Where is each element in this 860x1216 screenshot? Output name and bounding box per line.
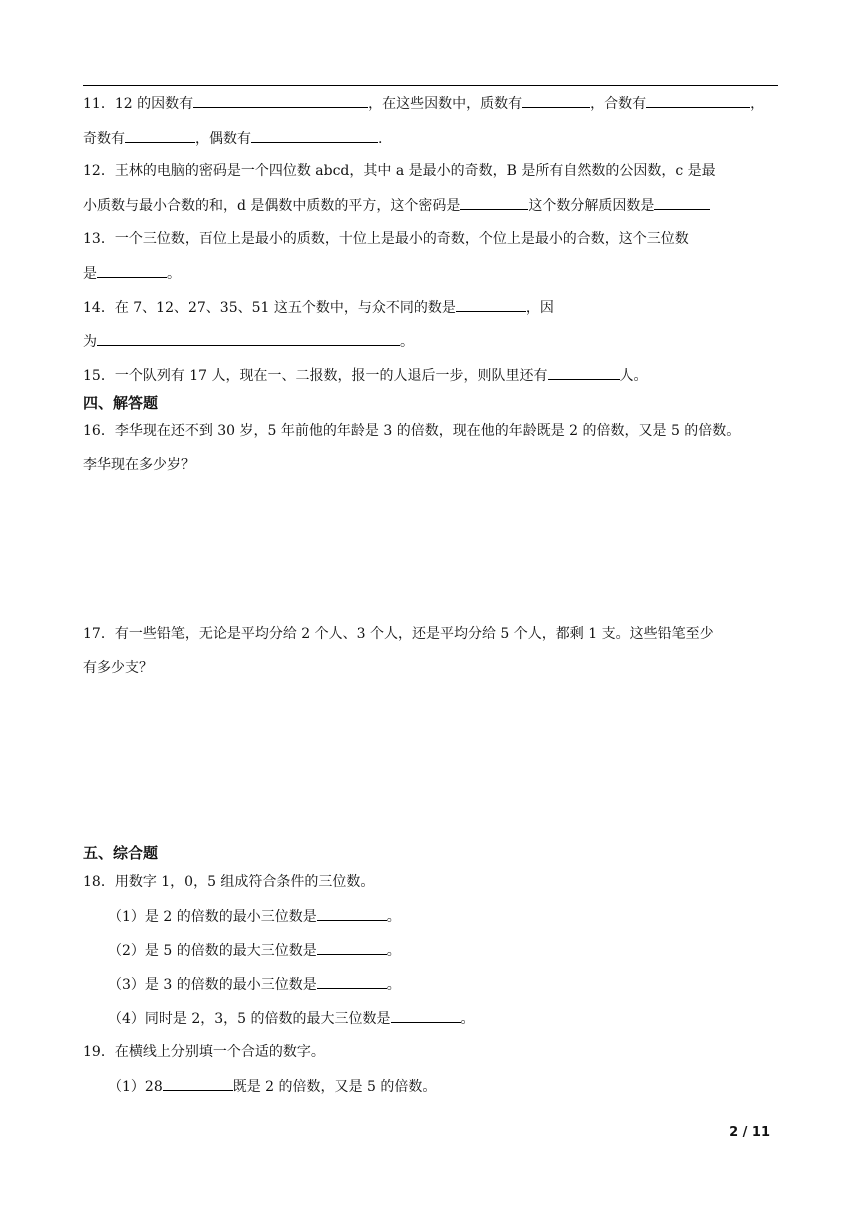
question-16-line-2: 李华现在多少岁？ — [83, 457, 195, 473]
question-18-part-3: （3）是 3 的倍数的最小三位数是 。 — [108, 977, 401, 993]
answer-blank[interactable] — [317, 975, 387, 989]
question-11-line-2: 奇数有 ，偶数有 . — [83, 131, 383, 147]
answer-blank[interactable] — [317, 941, 387, 955]
answer-blank[interactable] — [193, 94, 368, 108]
section-heading-5: 五、综合题 — [83, 844, 159, 862]
answer-blank[interactable] — [522, 94, 590, 108]
question-18-part-1: （1）是 2 的倍数的最小三位数是 。 — [108, 909, 401, 925]
answer-blank[interactable] — [391, 1009, 461, 1023]
question-18-part-2: （2）是 5 的倍数的最大三位数是 。 — [108, 943, 401, 959]
answer-blank[interactable] — [125, 129, 195, 143]
answer-blank[interactable] — [97, 264, 167, 278]
answer-blank[interactable] — [97, 332, 400, 346]
answer-blank[interactable] — [646, 94, 750, 108]
question-14-line-2: 为 。 — [83, 334, 414, 350]
question-18-part-4: （4）同时是 2，3，5 的倍数的最大三位数是 。 — [108, 1011, 475, 1027]
question-13-line-1: 13．一个三位数，百位上是最小的质数，十位上是最小的奇数，个位上是最小的合数，这个三位数 — [83, 231, 689, 247]
question-13-line-2: 是 。 — [83, 266, 181, 282]
question-12-line-2: 小质数与最小合数的和，d 是偶数中质数的平方，这个密码是 这个数分解质因数是 — [83, 196, 783, 215]
page-number: 2 / 11 — [729, 1125, 770, 1140]
header-rule — [83, 85, 778, 86]
section-heading-4: 四、解答题 — [83, 394, 159, 412]
question-16-line-1: 16．李华现在还不到 30 岁，5 年前他的年龄是 3 的倍数，现在他的年龄既是 2 的倍数，又是 5 的倍数。 — [83, 423, 741, 439]
question-17-line-2: 有多少支？ — [83, 660, 153, 676]
question-18-stem: 18．用数字 1，0，5 组成符合条件的三位数。 — [83, 874, 375, 890]
question-14-line-1: 14．在 7、12、27、35、51 这五个数中，与众不同的数是 ，因 — [83, 300, 554, 316]
question-11-line-1: 11．12 的因数有 ，在这些因数中，质数有 ，合数有 ， — [83, 96, 765, 112]
answer-blank[interactable] — [460, 196, 528, 210]
answer-blank[interactable] — [548, 366, 620, 380]
question-12-line-1: 12．王林的电脑的密码是一个四位数 abcd，其中 a 是最小的奇数，B 是所有自然数的公因数，c 是最 — [83, 163, 716, 179]
question-19-stem: 19．在横线上分别填一个合适的数字。 — [83, 1044, 325, 1060]
answer-blank[interactable] — [163, 1077, 233, 1091]
answer-blank[interactable] — [654, 196, 710, 210]
answer-blank[interactable] — [251, 129, 378, 143]
answer-blank[interactable] — [456, 298, 526, 312]
question-17-line-1: 17．有一些铅笔，无论是平均分给 2 个人、3 个人，还是平均分给 5 个人，都剩 1 支。这些铅笔至少 — [83, 626, 714, 642]
question-15: 15．一个队列有 17 人，现在一、二报数，报一的人退后一步，则队里还有 人。 — [83, 368, 648, 384]
question-19-part-1: （1）28 既是 2 的倍数，又是 5 的倍数。 — [108, 1079, 437, 1095]
answer-blank[interactable] — [317, 907, 387, 921]
